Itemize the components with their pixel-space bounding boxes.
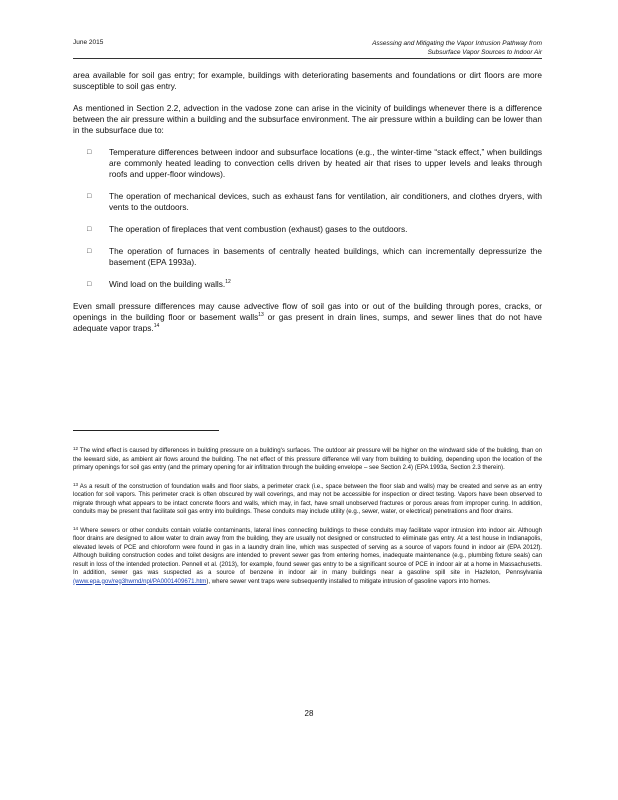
header-title-line2: Subsurface Vapor Sources to Indoor Air bbox=[427, 49, 542, 56]
bullet-marker-icon: □ bbox=[87, 226, 92, 233]
footnotes bbox=[73, 447, 542, 596]
main-text bbox=[73, 70, 542, 345]
page-number: 28 bbox=[304, 709, 314, 718]
paragraph-continuation: area available for soil gas entry; for example, buildings with deteriorating basements and foundations or dirt floors are more susceptible to soil gas entry. bbox=[73, 70, 542, 91]
header-date: June 2015 bbox=[73, 39, 104, 46]
bullet-item bbox=[73, 191, 542, 213]
bullet-marker-icon: □ bbox=[87, 193, 92, 200]
footnote-12 bbox=[73, 447, 542, 473]
footnote-13 bbox=[73, 483, 542, 517]
header-title-line1: Assessing and Mitigating the Vapor Intrusion Pathway from bbox=[372, 40, 542, 47]
footnote-text: ), where sewer vent traps were subsequently installed to mitigate intrusion of gasoline vapors into homes. bbox=[206, 577, 491, 585]
header-divider bbox=[73, 58, 542, 59]
bullet-marker-icon: □ bbox=[87, 248, 92, 255]
paragraph-text: or gas present in drain lines, sumps, and sewer lines that do not have adequate vapor traps. bbox=[73, 312, 542, 333]
footnote-divider bbox=[73, 430, 219, 431]
bullet-item bbox=[73, 224, 542, 235]
bullet-text-wrap bbox=[109, 279, 542, 290]
bullet-text: Temperature differences between indoor and subsurface locations (e.g., the winter-time “stack effect,” when buildings are commonly heated leading to convection cells driven by heated air that rises to upper levels and leaks through roofs and upper-floor windows). bbox=[109, 147, 542, 179]
bullet-item bbox=[73, 279, 542, 290]
bullet-item bbox=[73, 147, 542, 180]
bullet-item bbox=[73, 246, 542, 268]
bullet-marker-icon: □ bbox=[87, 281, 92, 288]
paragraph-advection: As mentioned in Section 2.2, advection in the vadose zone can arise in the vicinity of buildings whenever there is a difference between the air pressure within a building and the subsurface environment. The air pressure within a building can be lower than in the subsurface due to: bbox=[73, 103, 542, 135]
footnote-ref[interactable]: 13 bbox=[258, 312, 264, 318]
footnote-number: 13 bbox=[73, 481, 79, 487]
bullet-text: The operation of mechanical devices, such as exhaust fans for ventilation, air conditioners, and clothes dryers, with vents to the outdoors. bbox=[109, 191, 542, 212]
bullet-text: Wind load on the building walls. bbox=[109, 279, 226, 289]
paragraph-pressure bbox=[73, 301, 542, 334]
paragraph-text: Even small pressure differences may cause advective flow of soil gas into or out of the building through pores, cracks, or openings in the building floor or basement walls bbox=[73, 301, 542, 322]
bullet-marker-icon: □ bbox=[87, 149, 92, 156]
footnote-link[interactable]: (www.epa.gov/reg3hwmd/npl/PA0001409671.htm bbox=[73, 577, 207, 585]
footnote-text: The wind effect is caused by differences in building pressure on a building's surfaces. The outdoor air pressure will be higher on the windward side of the building, than on the leeward side, as ambient air flows around the building. The net effect of this pressure difference will vary from building to building, depending upon the location of the primary openings for soil gas entry (and the primary opening for air infiltration through the building envelope – see Section 2.4) (EPA 1993a, Section 2.3 therein). bbox=[73, 447, 542, 471]
footnote-number: 14 bbox=[73, 525, 79, 531]
footnote-text: As a result of the construction of foundation walls and floor slabs, a perimeter crack (i.e., space between the floor slab and walls) may be created and serve as an entry location for soil vapors. This perimeter crack is often obscured by wall coverings, and may not be accessible for inspection or direct testing. Vapors have been observed to migrate through what appears to be intact concrete floors and walls, which may, in fact, have small unobserved fractures or porous areas from improper curing. In addition, conduits may be present that facilitate soil gas entry into buildings. These conduits may include utility (e.g., sewer, water, or electrical) penetrations and floor drains. bbox=[73, 482, 542, 515]
footnote-14 bbox=[73, 527, 542, 587]
footnote-text: Where sewers or other conduits contain volatile contaminants, lateral lines connecting buildings to these conduits may facilitate vapor intrusion into indoor air. Although floor drains are designed to allow water to drain away from the building, they are usually not designed or constructed to eliminate gas entry. At a test house in Indianapolis, elevated levels of PCE and chloroform were found in gas in a laundry drain line, which was suspected of serving as a source of vapors found in indoor air (EPA 2012f). Although building construction codes and toilet designs are intended to prevent sewer gas from entering homes, inadequate maintenance (e.g., plumbing fixture seals) can result in loss of the intended protection. Pennell et al. (2013), for example, found sewer gas entry to be a significant source of PCE in indoor air at a home in Massachusetts. In addition, sewer gas was suspected as a source of benzene in indoor air in many buildings near a gasoline spill site in Hazleton, Pennsylvania bbox=[73, 526, 542, 576]
footnote-ref[interactable]: 14 bbox=[153, 323, 160, 329]
bullet-text: The operation of furnaces in basements of centrally heated buildings, which can incrementally depressurize the basement (EPA 1993a). bbox=[109, 246, 542, 267]
header-title bbox=[292, 39, 542, 57]
footnote-ref[interactable]: 12 bbox=[225, 279, 231, 285]
bullet-text: The operation of fireplaces that vent combustion (exhaust) gases to the outdoors. bbox=[109, 224, 408, 234]
footnote-number: 12 bbox=[73, 446, 79, 451]
